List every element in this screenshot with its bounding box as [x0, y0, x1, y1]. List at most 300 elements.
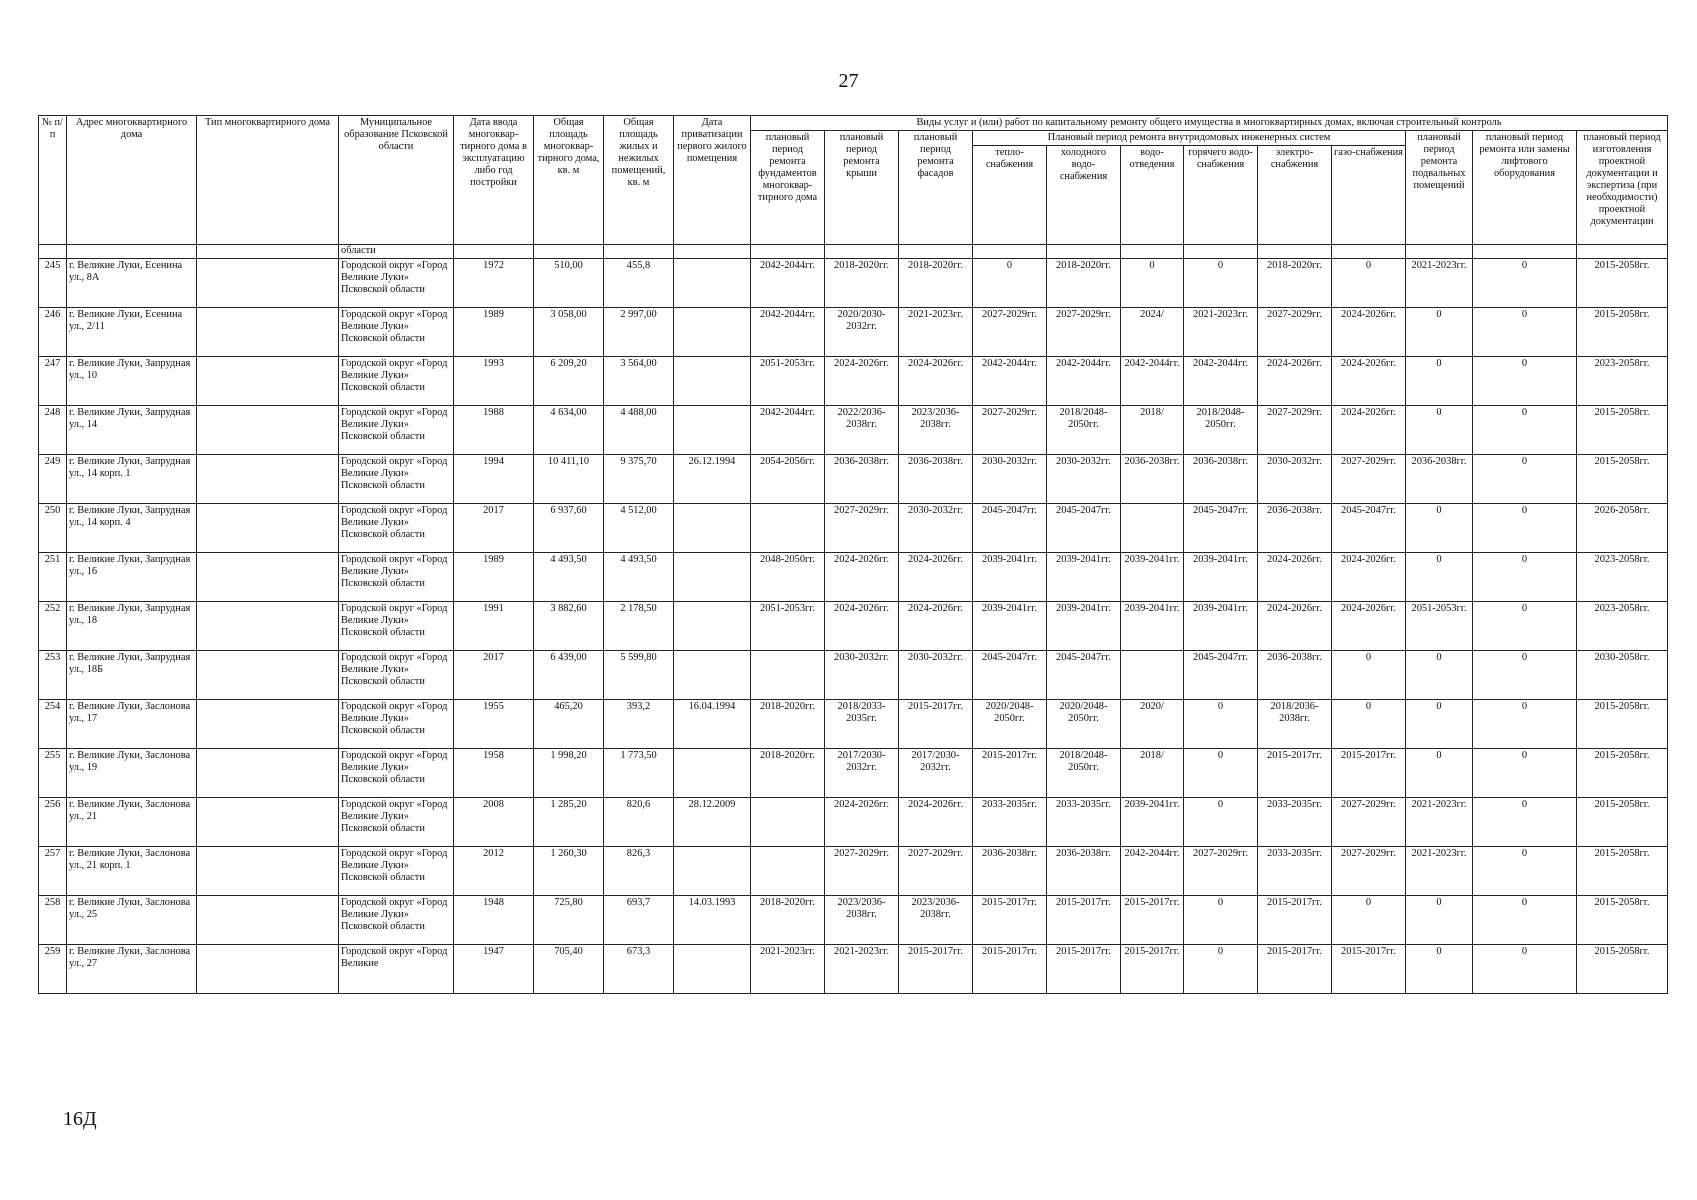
cell-cold-water: 2045-2047гг. — [1047, 650, 1121, 699]
cell-living-area: 693,7 — [604, 895, 674, 944]
cell-roof: 2023/2036-2038гг. — [825, 895, 899, 944]
cell-num: 245 — [39, 258, 67, 307]
cell-foundation — [751, 797, 825, 846]
header-municipality: Муниципальное образование Псковской области — [339, 116, 454, 245]
table-row — [39, 650, 1668, 699]
cell-roof: 2030-2032гг. — [825, 650, 899, 699]
cell-hot-water: 2021-2023гг. — [1184, 307, 1258, 356]
cell-address: г. Великие Луки, Запрудная ул., 14 корп. 4 — [67, 503, 197, 552]
cell-facade: 2027-2029гг. — [899, 846, 973, 895]
cell-total-area: 510,00 — [534, 258, 604, 307]
cell-cold-water: 2039-2041гг. — [1047, 601, 1121, 650]
cell-type — [197, 797, 339, 846]
cell-drainage: 2042-2044гг. — [1121, 846, 1184, 895]
cell-municipality: Городской округ «Город Великие Луки» Псковской области — [339, 356, 454, 405]
cell-hot-water: 0 — [1184, 797, 1258, 846]
cell-project-docs: 2015-2058гг. — [1577, 797, 1668, 846]
table-row — [39, 895, 1668, 944]
cell-type — [197, 258, 339, 307]
cell-hot-water: 2036-2038гг. — [1184, 454, 1258, 503]
cell-cold-water: 2045-2047гг. — [1047, 503, 1121, 552]
cell-municipality: Городской округ «Город Великие Луки» Псковской области — [339, 503, 454, 552]
cell-year: 2017 — [454, 650, 534, 699]
cell-facade: 2018-2020гг. — [899, 258, 973, 307]
cell-privatization-date — [674, 405, 751, 454]
cell-address: г. Великие Луки, Есенина ул., 2/11 — [67, 307, 197, 356]
table-row — [39, 944, 1668, 993]
cell-hot-water: 0 — [1184, 944, 1258, 993]
cell-roof: 2018-2020гг. — [825, 258, 899, 307]
cell-electric: 2027-2029гг. — [1258, 307, 1332, 356]
cell-cold-water: 2033-2035гг. — [1047, 797, 1121, 846]
cell-living-area: 9 375,70 — [604, 454, 674, 503]
cell-drainage: 2015-2017гг. — [1121, 895, 1184, 944]
cell-living-area: 673,3 — [604, 944, 674, 993]
cell-address: г. Великие Луки, Запрудная ул., 14 корп. 1 — [67, 454, 197, 503]
cell-elevator: 0 — [1473, 405, 1577, 454]
cell-year: 1989 — [454, 552, 534, 601]
cell-privatization-date: 28.12.2009 — [674, 797, 751, 846]
cell-basement: 0 — [1406, 356, 1473, 405]
cell-foundation — [751, 503, 825, 552]
cell-year: 1955 — [454, 699, 534, 748]
cell-privatization-date — [674, 601, 751, 650]
cell-heat: 2039-2041гг. — [973, 601, 1047, 650]
cell-year: 1991 — [454, 601, 534, 650]
cell-elevator: 0 — [1473, 307, 1577, 356]
cell-facade: 2023/2036-2038гг. — [899, 895, 973, 944]
cell-year: 1994 — [454, 454, 534, 503]
cell-type — [197, 552, 339, 601]
cell-foundation: 2042-2044гг. — [751, 258, 825, 307]
cell-hot-water: 2027-2029гг. — [1184, 846, 1258, 895]
cell-year: 1958 — [454, 748, 534, 797]
cell-year: 1947 — [454, 944, 534, 993]
header-hot-water: горячего водо-снабжения — [1184, 145, 1258, 244]
cell-living-area: 4 493,50 — [604, 552, 674, 601]
cell-type — [197, 307, 339, 356]
cell-basement: 0 — [1406, 650, 1473, 699]
cell-electric: 2036-2038гг. — [1258, 503, 1332, 552]
cell-cold-water: 2039-2041гг. — [1047, 552, 1121, 601]
cell-foundation: 2018-2020гг. — [751, 895, 825, 944]
cell-elevator: 0 — [1473, 601, 1577, 650]
cell-privatization-date — [674, 503, 751, 552]
cell-heat: 2030-2032гг. — [973, 454, 1047, 503]
cell-year: 2008 — [454, 797, 534, 846]
cell-num: 247 — [39, 356, 67, 405]
cell-roof: 2021-2023гг. — [825, 944, 899, 993]
page-number: 27 — [838, 70, 859, 92]
table-row — [39, 454, 1668, 503]
header-roof: плановый период ремонта крыши — [825, 131, 899, 245]
cell-heat: 0 — [973, 258, 1047, 307]
cell-elevator: 0 — [1473, 944, 1577, 993]
cell-address: г. Великие Луки, Заслонова ул., 25 — [67, 895, 197, 944]
cell-hot-water: 2045-2047гг. — [1184, 503, 1258, 552]
cell-drainage: 2039-2041гг. — [1121, 601, 1184, 650]
cell-facade: 2023/2036-2038гг. — [899, 405, 973, 454]
cell-municipality: Городской округ «Город Великие Луки» Псковской области — [339, 454, 454, 503]
cell-foundation: 2054-2056гг. — [751, 454, 825, 503]
cell-year: 1993 — [454, 356, 534, 405]
table-row — [39, 846, 1668, 895]
cell-gas: 2024-2026гг. — [1332, 552, 1406, 601]
cell-roof: 2022/2036-2038гг. — [825, 405, 899, 454]
cell-gas: 2015-2017гг. — [1332, 748, 1406, 797]
cell-address: г. Великие Луки, Заслонова ул., 21 корп. 1 — [67, 846, 197, 895]
cell-municipality: Городской округ «Город Великие Луки» Псковской области — [339, 307, 454, 356]
cell-elevator: 0 — [1473, 748, 1577, 797]
cell-num: 248 — [39, 405, 67, 454]
header-cold-water: холодного водо-снабжения — [1047, 145, 1121, 244]
cell-elevator: 0 — [1473, 552, 1577, 601]
cell-num: 258 — [39, 895, 67, 944]
cell-municipality: Городской округ «Город Великие — [339, 944, 454, 993]
cell-facade: 2024-2026гг. — [899, 356, 973, 405]
cell-electric: 2033-2035гг. — [1258, 797, 1332, 846]
cell-roof: 2020/2030-2032гг. — [825, 307, 899, 356]
cell-total-area: 1 260,30 — [534, 846, 604, 895]
header-heat: тепло-снабжения — [973, 145, 1047, 244]
cell-cold-water: 2030-2032гг. — [1047, 454, 1121, 503]
cell-cold-water: 2042-2044гг. — [1047, 356, 1121, 405]
cell-gas: 2015-2017гг. — [1332, 944, 1406, 993]
cell-project-docs: 2015-2058гг. — [1577, 895, 1668, 944]
cell-gas: 2045-2047гг. — [1332, 503, 1406, 552]
cell-living-area: 3 564,00 — [604, 356, 674, 405]
continuation-row — [39, 244, 1668, 258]
cell-municipality: Городской округ «Город Великие Луки» Псковской области — [339, 552, 454, 601]
cell-municipality: Городской округ «Город Великие Луки» Псковской области — [339, 797, 454, 846]
cell-cold-water: 2018/2048-2050гг. — [1047, 748, 1121, 797]
header-foundation: плановый период ремонта фундаментов многоквар-тирного дома — [751, 131, 825, 245]
cell-foundation: 2021-2023гг. — [751, 944, 825, 993]
cell-project-docs: 2023-2058гг. — [1577, 601, 1668, 650]
cell-privatization-date — [674, 846, 751, 895]
cell-cold-water: 2036-2038гг. — [1047, 846, 1121, 895]
header-privatization-date: Дата приватизации первого жилого помещения — [674, 116, 751, 245]
cell-basement: 0 — [1406, 307, 1473, 356]
cell-num: 256 — [39, 797, 67, 846]
cell-privatization-date — [674, 650, 751, 699]
cell-address: г. Великие Луки, Заслонова ул., 21 — [67, 797, 197, 846]
cell-municipality: Городской округ «Город Великие Луки» Псковской области — [339, 748, 454, 797]
cell-project-docs: 2015-2058гг. — [1577, 748, 1668, 797]
cell-gas: 2024-2026гг. — [1332, 601, 1406, 650]
cell-foundation: 2018-2020гг. — [751, 699, 825, 748]
cell-type — [197, 895, 339, 944]
cell-address: г. Великие Луки, Заслонова ул., 19 — [67, 748, 197, 797]
cell-gas: 2024-2026гг. — [1332, 356, 1406, 405]
cell-gas: 2027-2029гг. — [1332, 846, 1406, 895]
cell-address: г. Великие Луки, Заслонова ул., 17 — [67, 699, 197, 748]
table-row — [39, 748, 1668, 797]
cell-gas: 0 — [1332, 895, 1406, 944]
cell-address: г. Великие Луки, Запрудная ул., 18Б — [67, 650, 197, 699]
cell-facade: 2036-2038гг. — [899, 454, 973, 503]
cell-drainage: 2042-2044гг. — [1121, 356, 1184, 405]
cell-project-docs: 2015-2058гг. — [1577, 307, 1668, 356]
header-type: Тип многоквартирного дома — [197, 116, 339, 245]
header-num: № п/п — [39, 116, 67, 245]
cell-foundation: 2042-2044гг. — [751, 405, 825, 454]
header-project-docs: плановый период изготовления проектной документации и экспертиза (при необходимости) проектной документации — [1577, 131, 1668, 245]
cell-hot-water: 0 — [1184, 748, 1258, 797]
cell-gas: 2027-2029гг. — [1332, 454, 1406, 503]
cell-drainage — [1121, 650, 1184, 699]
cell-total-area: 1 285,20 — [534, 797, 604, 846]
cell-type — [197, 601, 339, 650]
cell-electric: 2024-2026гг. — [1258, 552, 1332, 601]
cell-cold-water: 2015-2017гг. — [1047, 895, 1121, 944]
header-facade: плановый период ремонта фасадов — [899, 131, 973, 245]
cell-facade: 2030-2032гг. — [899, 650, 973, 699]
cell-living-area: 2 997,00 — [604, 307, 674, 356]
cell-foundation — [751, 846, 825, 895]
cell-cold-water: 2020/2048-2050гг. — [1047, 699, 1121, 748]
cell-foundation: 2051-2053гг. — [751, 356, 825, 405]
cell-address: г. Великие Луки, Запрудная ул., 18 — [67, 601, 197, 650]
cell-municipality: Городской округ «Город Великие Луки» Псковской области — [339, 846, 454, 895]
cell-year: 2017 — [454, 503, 534, 552]
cell-facade: 2030-2032гг. — [899, 503, 973, 552]
cell-facade: 2015-2017гг. — [899, 699, 973, 748]
cell-project-docs: 2015-2058гг. — [1577, 944, 1668, 993]
table-row — [39, 552, 1668, 601]
cell-privatization-date: 26.12.1994 — [674, 454, 751, 503]
cell-total-area: 10 411,10 — [534, 454, 604, 503]
cell-year: 2012 — [454, 846, 534, 895]
cell-cold-water: 2015-2017гг. — [1047, 944, 1121, 993]
cell-project-docs: 2015-2058гг. — [1577, 846, 1668, 895]
cell-hot-water: 2018/2048-2050гг. — [1184, 405, 1258, 454]
cell-heat: 2033-2035гг. — [973, 797, 1047, 846]
cell-privatization-date — [674, 307, 751, 356]
cell-total-area: 6 937,60 — [534, 503, 604, 552]
cell-foundation: 2051-2053гг. — [751, 601, 825, 650]
cell-project-docs: 2023-2058гг. — [1577, 356, 1668, 405]
header-elevator: плановый период ремонта или замены лифтового оборудования — [1473, 131, 1577, 245]
cell-elevator: 0 — [1473, 846, 1577, 895]
cell-foundation: 2048-2050гг. — [751, 552, 825, 601]
cell-heat: 2045-2047гг. — [973, 503, 1047, 552]
cell-elevator: 0 — [1473, 503, 1577, 552]
cell-electric: 2030-2032гг. — [1258, 454, 1332, 503]
cell-elevator: 0 — [1473, 258, 1577, 307]
header-works-group: Виды услуг и (или) работ по капитальному ремонту общего имущества в многоквартирных домах, включая строительный контроль — [751, 116, 1668, 131]
cell-roof: 2017/2030-2032гг. — [825, 748, 899, 797]
cell-basement: 0 — [1406, 503, 1473, 552]
cell-gas: 0 — [1332, 699, 1406, 748]
cell-drainage: 2039-2041гг. — [1121, 552, 1184, 601]
cell-year: 1948 — [454, 895, 534, 944]
cell-hot-water: 0 — [1184, 895, 1258, 944]
cell-heat: 2020/2048-2050гг. — [973, 699, 1047, 748]
cell-heat: 2045-2047гг. — [973, 650, 1047, 699]
cell-project-docs: 2015-2058гг. — [1577, 699, 1668, 748]
cell-privatization-date: 16.04.1994 — [674, 699, 751, 748]
cell-foundation: 2018-2020гг. — [751, 748, 825, 797]
cell-foundation: 2042-2044гг. — [751, 307, 825, 356]
header-basement: плановый период ремонта подвальных помещений — [1406, 131, 1473, 245]
cell-num: 249 — [39, 454, 67, 503]
cell-basement: 2021-2023гг. — [1406, 258, 1473, 307]
cell-heat: 2036-2038гг. — [973, 846, 1047, 895]
cell-year: 1972 — [454, 258, 534, 307]
cell-address: г. Великие Луки, Запрудная ул., 10 — [67, 356, 197, 405]
cell-privatization-date — [674, 552, 751, 601]
cell-privatization-date — [674, 748, 751, 797]
cell-electric: 2015-2017гг. — [1258, 944, 1332, 993]
cell-drainage: 2036-2038гг. — [1121, 454, 1184, 503]
cell-privatization-date — [674, 944, 751, 993]
cell-electric: 2036-2038гг. — [1258, 650, 1332, 699]
cell-total-area: 465,20 — [534, 699, 604, 748]
cell-electric: 2015-2017гг. — [1258, 895, 1332, 944]
cell-electric: 2027-2029гг. — [1258, 405, 1332, 454]
cell-cold-water: 2018-2020гг. — [1047, 258, 1121, 307]
cell-roof: 2027-2029гг. — [825, 846, 899, 895]
header-address: Адрес многоквартирного дома — [67, 116, 197, 245]
cell-roof: 2018/2033-2035гг. — [825, 699, 899, 748]
table-row — [39, 601, 1668, 650]
cell-num: 257 — [39, 846, 67, 895]
cell-type — [197, 503, 339, 552]
cell-num: 252 — [39, 601, 67, 650]
cell-year: 1988 — [454, 405, 534, 454]
cell-living-area: 455,8 — [604, 258, 674, 307]
cell-num: 250 — [39, 503, 67, 552]
cell-hot-water: 2042-2044гг. — [1184, 356, 1258, 405]
cell-hot-water: 2039-2041гг. — [1184, 552, 1258, 601]
header-living-area: Общая площадь жилых и нежилых помещений, кв. м — [604, 116, 674, 245]
cell-num: 259 — [39, 944, 67, 993]
cell-gas: 2024-2026гг. — [1332, 405, 1406, 454]
cell-heat: 2015-2017гг. — [973, 944, 1047, 993]
header-electric: электро-снабжения — [1258, 145, 1332, 244]
cell-municipality: Городской округ «Город Великие Луки» Псковской области — [339, 699, 454, 748]
cell-elevator: 0 — [1473, 650, 1577, 699]
cell-project-docs: 2023-2058гг. — [1577, 552, 1668, 601]
header-total-area: Общая площадь многоквар-тирного дома, кв. м — [534, 116, 604, 245]
cell-type — [197, 699, 339, 748]
cell-municipality: Городской округ «Город Великие Луки» Псковской области — [339, 650, 454, 699]
cell-living-area: 2 178,50 — [604, 601, 674, 650]
cell-type — [197, 454, 339, 503]
cell-basement: 0 — [1406, 552, 1473, 601]
cell-type — [197, 650, 339, 699]
cell-drainage: 2018/ — [1121, 748, 1184, 797]
cell-project-docs: 2015-2058гг. — [1577, 405, 1668, 454]
cell-hot-water: 2045-2047гг. — [1184, 650, 1258, 699]
cell-privatization-date: 14.03.1993 — [674, 895, 751, 944]
cell-roof: 2027-2029гг. — [825, 503, 899, 552]
cell-gas: 0 — [1332, 258, 1406, 307]
cell-year: 1989 — [454, 307, 534, 356]
header-engineering-group: Плановый период ремонта внутридомовых инженерных систем — [973, 131, 1406, 146]
continuation-text: области — [339, 244, 454, 258]
cell-basement: 0 — [1406, 895, 1473, 944]
cell-municipality: Городской округ «Город Великие Луки» Псковской области — [339, 405, 454, 454]
cell-num: 253 — [39, 650, 67, 699]
cell-roof: 2024-2026гг. — [825, 797, 899, 846]
table-row — [39, 503, 1668, 552]
cell-project-docs: 2026-2058гг. — [1577, 503, 1668, 552]
cell-gas: 2024-2026гг. — [1332, 307, 1406, 356]
cell-facade: 2024-2026гг. — [899, 601, 973, 650]
cell-heat: 2027-2029гг. — [973, 307, 1047, 356]
cell-heat: 2027-2029гг. — [973, 405, 1047, 454]
cell-electric: 2015-2017гг. — [1258, 748, 1332, 797]
cell-total-area: 4 493,50 — [534, 552, 604, 601]
cell-address: г. Великие Луки, Есенина ул., 8А — [67, 258, 197, 307]
cell-elevator: 0 — [1473, 895, 1577, 944]
cell-total-area: 6 209,20 — [534, 356, 604, 405]
cell-foundation — [751, 650, 825, 699]
cell-cold-water: 2027-2029гг. — [1047, 307, 1121, 356]
cell-elevator: 0 — [1473, 699, 1577, 748]
cell-basement: 2051-2053гг. — [1406, 601, 1473, 650]
cell-drainage: 2039-2041гг. — [1121, 797, 1184, 846]
cell-address: г. Великие Луки, Запрудная ул., 16 — [67, 552, 197, 601]
cell-basement: 0 — [1406, 944, 1473, 993]
cell-cold-water: 2018/2048-2050гг. — [1047, 405, 1121, 454]
cell-heat: 2042-2044гг. — [973, 356, 1047, 405]
cell-address: г. Великие Луки, Заслонова ул., 27 — [67, 944, 197, 993]
cell-elevator: 0 — [1473, 356, 1577, 405]
cell-total-area: 4 634,00 — [534, 405, 604, 454]
cell-basement: 0 — [1406, 748, 1473, 797]
table-row — [39, 797, 1668, 846]
header-drainage: водо-отведения — [1121, 145, 1184, 244]
cell-type — [197, 356, 339, 405]
cell-municipality: Городской округ «Город Великие Луки» Псковской области — [339, 258, 454, 307]
cell-drainage — [1121, 503, 1184, 552]
cell-living-area: 4 512,00 — [604, 503, 674, 552]
cell-total-area: 725,80 — [534, 895, 604, 944]
cell-facade: 2017/2030-2032гг. — [899, 748, 973, 797]
cell-facade: 2024-2026гг. — [899, 797, 973, 846]
cell-drainage: 2020/ — [1121, 699, 1184, 748]
cell-living-area: 4 488,00 — [604, 405, 674, 454]
cell-elevator: 0 — [1473, 454, 1577, 503]
cell-hot-water: 2039-2041гг. — [1184, 601, 1258, 650]
cell-total-area: 3 058,00 — [534, 307, 604, 356]
cell-drainage: 0 — [1121, 258, 1184, 307]
cell-living-area: 820,6 — [604, 797, 674, 846]
table-row — [39, 307, 1668, 356]
cell-project-docs: 2015-2058гг. — [1577, 258, 1668, 307]
cell-basement: 2021-2023гг. — [1406, 846, 1473, 895]
cell-facade: 2024-2026гг. — [899, 552, 973, 601]
cell-num: 254 — [39, 699, 67, 748]
cell-heat: 2015-2017гг. — [973, 748, 1047, 797]
cell-heat: 2015-2017гг. — [973, 895, 1047, 944]
table-row — [39, 405, 1668, 454]
header-commission-date: Дата ввода многоквар-тирного дома в эксплуатацию либо год постройки — [454, 116, 534, 245]
cell-type — [197, 405, 339, 454]
cell-living-area: 1 773,50 — [604, 748, 674, 797]
cell-electric: 2024-2026гг. — [1258, 356, 1332, 405]
cell-gas: 2027-2029гг. — [1332, 797, 1406, 846]
cell-living-area: 5 599,80 — [604, 650, 674, 699]
cell-drainage: 2018/ — [1121, 405, 1184, 454]
capital-repair-table — [38, 115, 1668, 994]
cell-basement: 2036-2038гг. — [1406, 454, 1473, 503]
cell-privatization-date — [674, 258, 751, 307]
cell-total-area: 1 998,20 — [534, 748, 604, 797]
